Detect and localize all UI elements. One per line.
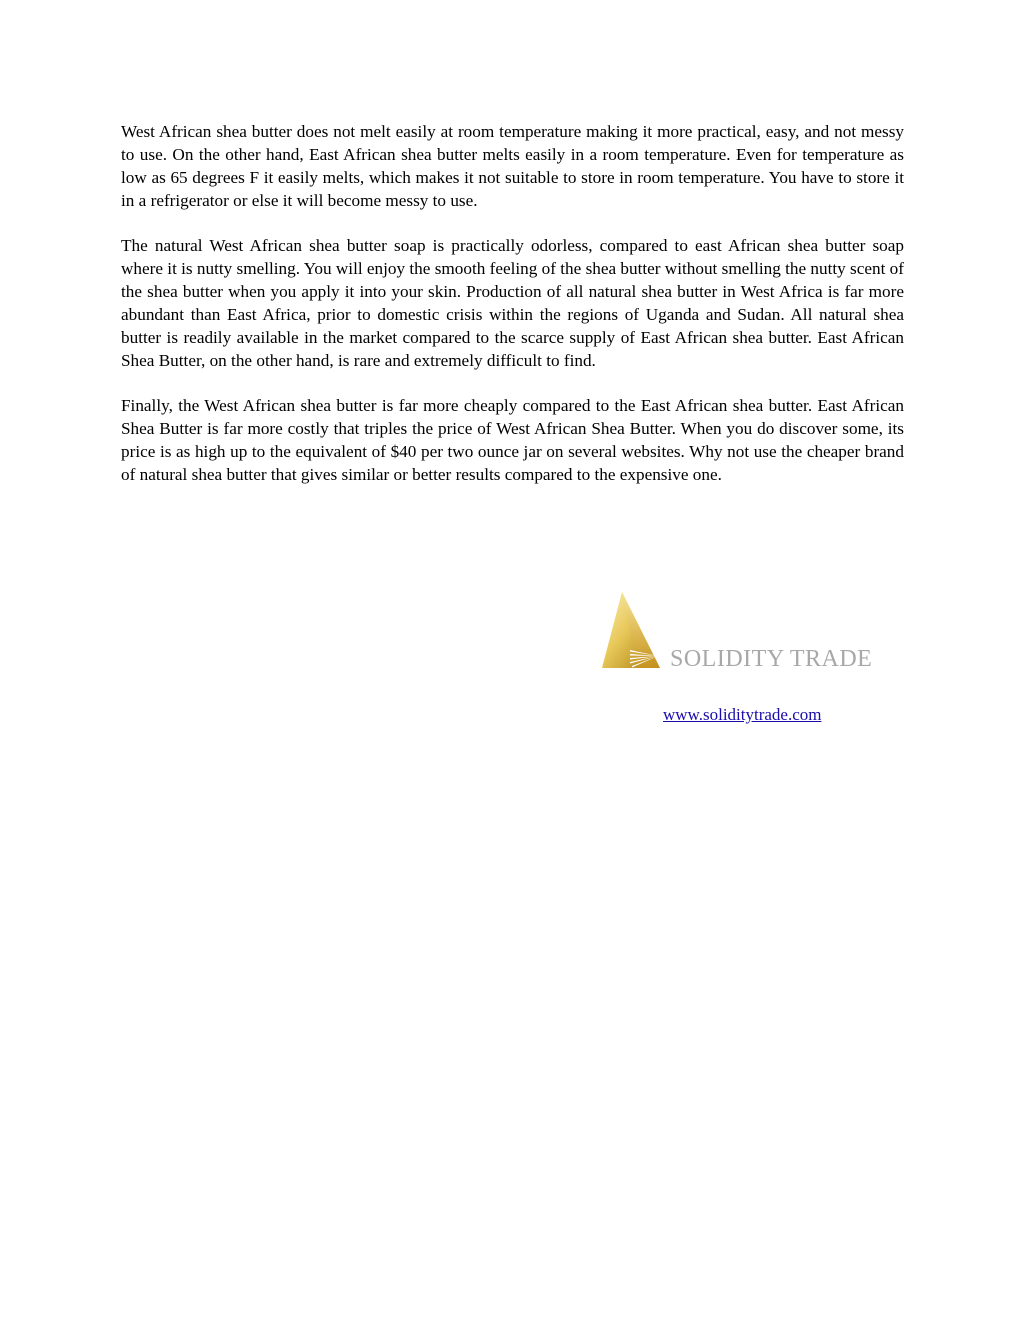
logo-wordmark: SOLIDITY TRADE xyxy=(670,646,873,672)
solidity-trade-logo xyxy=(600,590,892,674)
website-link[interactable]: www.soliditytrade.com xyxy=(663,705,822,724)
paragraph-melting: West African shea butter does not melt easily at room temperature making it more practical, easy, and not messy to use. On the other hand, East African shea butter melts easily in a room temperature. Even for temperature as low as 65 degrees F it easily melts, which makes it not suitable to store in room temperature. You have to store it in a refrigerator or else it will become messy to use. xyxy=(121,122,904,210)
paragraph-odor-supply: The natural West African shea butter soap is practically odorless, compared to east African shea butter soap where it is nutty smelling. You will enjoy the smooth feeling of the shea butter without smelling the nutty scent of the shea butter when you apply it into your skin. Production of all natural shea butter in West Africa is far more abundant than East Africa, prior to domestic crisis within the regions of Uganda and Sudan. All natural shea butter is readily available in the market compared to the scarce supply of East African shea butter. East African Shea Butter, on the other hand, is rare and extremely difficult to find. xyxy=(121,236,904,370)
document-body xyxy=(121,120,904,508)
paragraph-price: Finally, the West African shea butter is far more cheaply compared to the East African shea butter. East African Shea Butter is far more costly that triples the price of West African Shea Butter. When you do discover some, its price is as high up to the equivalent of $40 per two ounce jar on several websites. Why not use the cheaper brand of natural shea butter that gives similar or better results compared to the expensive one. xyxy=(121,396,904,484)
gold-triangle-sunburst-icon xyxy=(600,590,670,674)
